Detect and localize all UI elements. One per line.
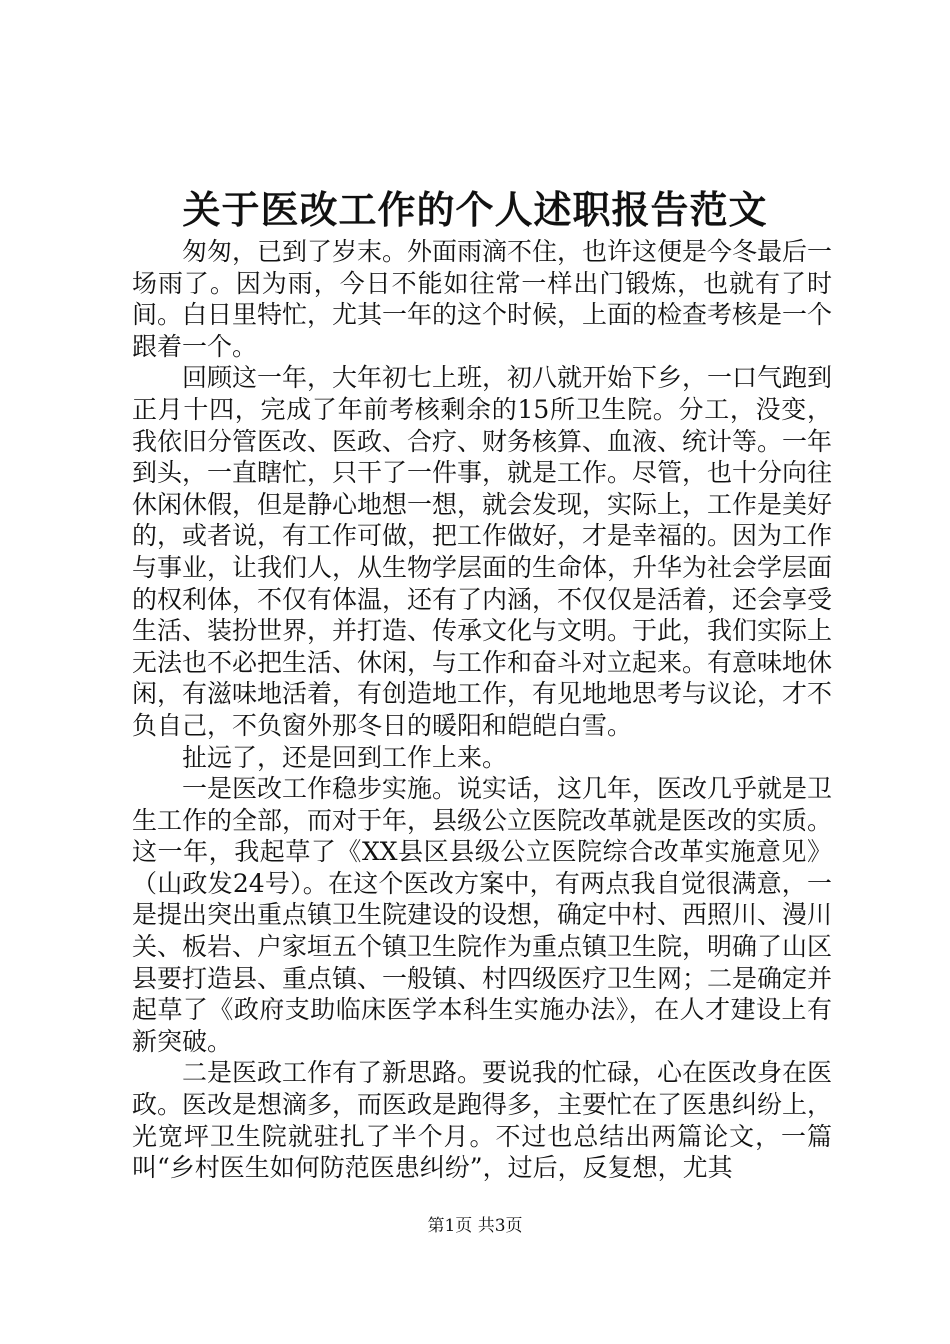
paragraph-reform: 一是医改工作稳步实施。说实话，这几年，医改几乎就是卫生工作的全部，而对于年，县级公立医院改革就是医改的实质。这一年，我起草了《XX县区县级公立医院综合改革实施意见》（山政发24号）。在这个医改方案中，有两点我自觉很满意，一是提出突出重点镇卫生院建设的设想，确定中村、西照川、漫川关、板岩、户家垣五个镇卫生院作为重点镇卫生院，明确了山区县要打造县、重点镇、一般镇、村四级医疗卫生网；二是确定并起草了《政府支助临床医学本科生实施办法》，在人才建设上有新突破。 (132, 774, 833, 1056)
page-footer: 第1页 共3页 (427, 1216, 523, 1236)
paragraph-review: 回顾这一年，大年初七上班，初八就开始下乡，一口气跑到正月十四，完成了年前考核剩余的15所卫生院。分工，没变，我依旧分管医改、医政、合疗、财务核算、血液、统计等。一年到头，一直瞎忙，只干了一件事，就是工作。尽管，也十分向往休闲休假，但是静心地想一想，就会发现，实际上，工作是美好的，或者说，有工作可做，把工作做好，才是幸福的。因为工作与事业，让我们人，从生物学层面的生命体，升华为社会学层面的权利体，不仅有体温，还有了内涵，不仅仅是活着，还会享受生活、装扮世界，并打造、传承文化与文明。于此，我们实际上无法也不必把生活、休闲，与工作和奋斗对立起来。有意味地休闲，有滋味地活着，有创造地工作，有见地地思考与议论，才不负自己，不负窗外那冬日的暖阳和皑皑白雪。 (132, 363, 833, 740)
document-body (132, 236, 832, 1184)
paragraph-transition: 扯远了，还是回到工作上来。 (182, 742, 508, 772)
paragraph-medical-admin: 二是医政工作有了新思路。要说我的忙碌，心在医改身在医政。医改是想滴多，而医政是跑得多，主要忙在了医患纠纷上，光宽坪卫生院就驻扎了半个月。不过也总结出两篇论文，一篇叫“乡村医生如何防范医患纠纷”，过后，反复想，尤其 (132, 1058, 833, 1183)
document-title: 关于医改工作的个人述职报告范文 (182, 187, 768, 232)
paragraph-intro: 匆匆，已到了岁末。外面雨滴不住，也许这便是今冬最后一场雨了。因为雨，今日不能如往常一样出门锻炼，也就有了时间。白日里特忙，尤其一年的这个时候，上面的检查考核是一个跟着一个。 (132, 237, 833, 361)
